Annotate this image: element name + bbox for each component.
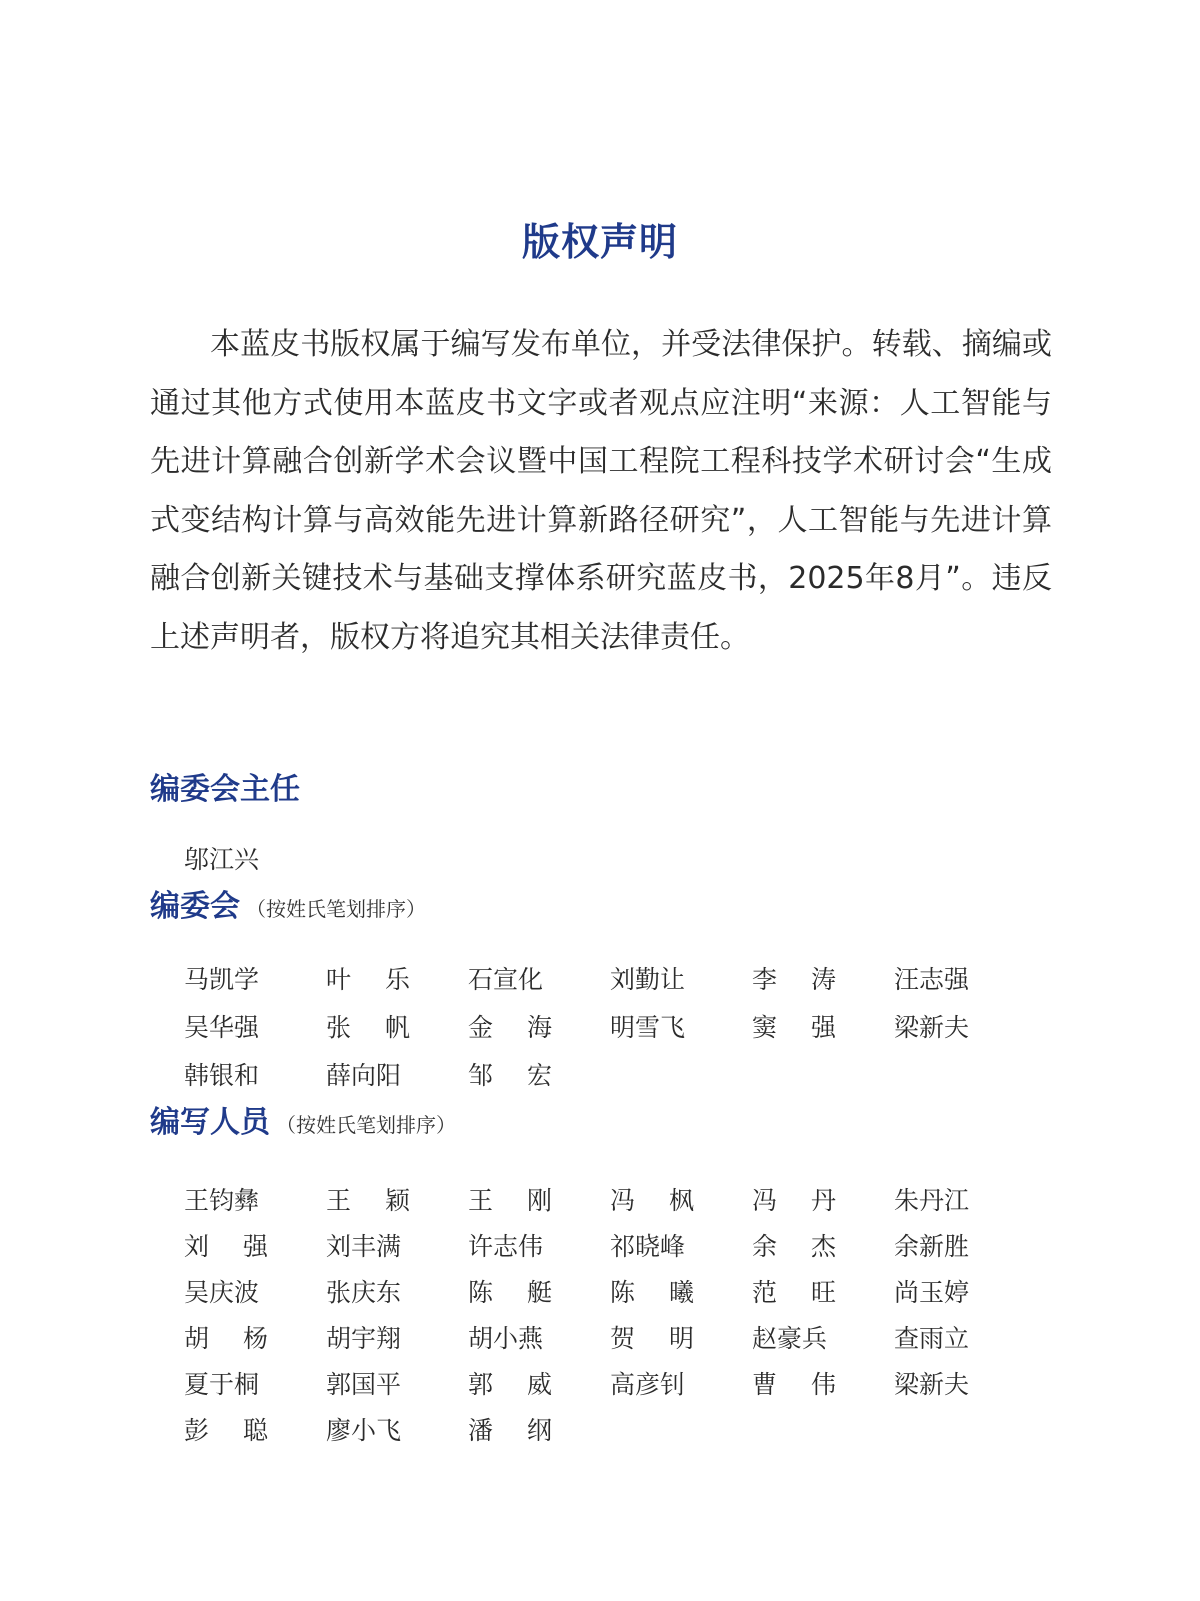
writer-member: 贺 明	[610, 1324, 694, 1353]
committee-member: 张 帆	[326, 1013, 410, 1042]
committee-member: 汪志强	[894, 965, 970, 994]
writer-member: 陈 艇	[468, 1278, 552, 1307]
writer-member: 夏于桐	[184, 1370, 260, 1399]
writer-member-list	[184, 1184, 1036, 1448]
committee-member: 金 海	[468, 1013, 552, 1042]
writer-member: 查雨立	[894, 1324, 970, 1353]
writers-heading	[150, 1103, 456, 1145]
director-heading-label: 编委会主任	[150, 772, 300, 807]
writer-member: 胡宇翔	[326, 1324, 402, 1353]
committee-member: 吴华强	[184, 1013, 260, 1042]
writer-member: 冯 枫	[610, 1186, 694, 1215]
writer-member: 高彦钊	[610, 1370, 686, 1399]
writer-member: 刘 强	[184, 1232, 268, 1261]
committee-member: 明雪飞	[610, 1013, 686, 1042]
page-title: 版权声明	[521, 220, 678, 264]
writer-member: 许志伟	[468, 1232, 544, 1261]
writer-member: 廖小飞	[326, 1416, 402, 1445]
committee-sort-note: （按姓氏笔划排序）	[246, 897, 426, 921]
committee-member: 邹 宏	[468, 1061, 552, 1090]
committee-heading	[150, 887, 426, 929]
writer-member: 王 颖	[326, 1186, 410, 1215]
committee-member: 马凯学	[184, 965, 260, 994]
committee-heading-label: 编委会	[150, 889, 240, 924]
writer-member: 赵豪兵	[752, 1324, 828, 1353]
writer-member: 郭国平	[326, 1370, 402, 1399]
writer-member: 胡 杨	[184, 1324, 268, 1353]
writer-member: 尚玉婷	[894, 1278, 970, 1307]
writer-member: 潘 纲	[468, 1416, 552, 1445]
writer-member: 张庆东	[326, 1278, 402, 1307]
committee-member: 窦 强	[752, 1013, 836, 1042]
committee-member: 叶 乐	[326, 965, 410, 994]
writers-heading-label: 编写人员	[150, 1105, 270, 1140]
writer-member: 朱丹江	[894, 1186, 970, 1215]
committee-member: 韩银和	[184, 1061, 260, 1090]
director-heading	[150, 770, 300, 810]
committee-member: 梁新夫	[894, 1013, 970, 1042]
writer-member: 曹 伟	[752, 1370, 836, 1399]
writer-member: 余 杰	[752, 1232, 836, 1261]
committee-member: 薛向阳	[326, 1061, 402, 1090]
copyright-statement: 本蓝皮书版权属于编写发布单位，并受法律保护。转载、摘编或通过其他方式使用本蓝皮书文字或者观点应注明“来源：人工智能与先进计算融合创新学术会议暨中国工程院工程科技学术研讨会“生成式变结构计算与高效能先进计算新路径研究”，人工智能与先进计算融合创新关键技术与基础支撑体系研究蓝皮书，2025年8月”。违反上述声明者，版权方将追究其相关法律责任。	[150, 327, 1052, 655]
writer-member: 陈 曦	[610, 1278, 694, 1307]
writer-member: 冯 丹	[752, 1186, 836, 1215]
committee-member-list	[184, 963, 1036, 1093]
committee-member: 石宣化	[468, 965, 544, 994]
writer-member: 梁新夫	[894, 1370, 970, 1399]
writer-member: 范 旺	[752, 1278, 836, 1307]
writer-member: 王 刚	[468, 1186, 552, 1215]
writer-member: 刘丰满	[326, 1232, 402, 1261]
writers-sort-note: （按姓氏笔划排序）	[276, 1113, 456, 1137]
committee-member: 刘勤让	[610, 965, 686, 994]
writer-member: 祁晓峰	[610, 1232, 686, 1261]
writer-member: 王钧彝	[184, 1186, 260, 1215]
director-name: 邬江兴	[184, 845, 260, 874]
writer-member: 余新胜	[894, 1232, 970, 1261]
writer-member: 彭 聪	[184, 1416, 268, 1445]
writer-member: 胡小燕	[468, 1324, 544, 1353]
committee-member: 李 涛	[752, 965, 836, 994]
writer-member: 郭 威	[468, 1370, 552, 1399]
writer-member: 吴庆波	[184, 1278, 260, 1307]
